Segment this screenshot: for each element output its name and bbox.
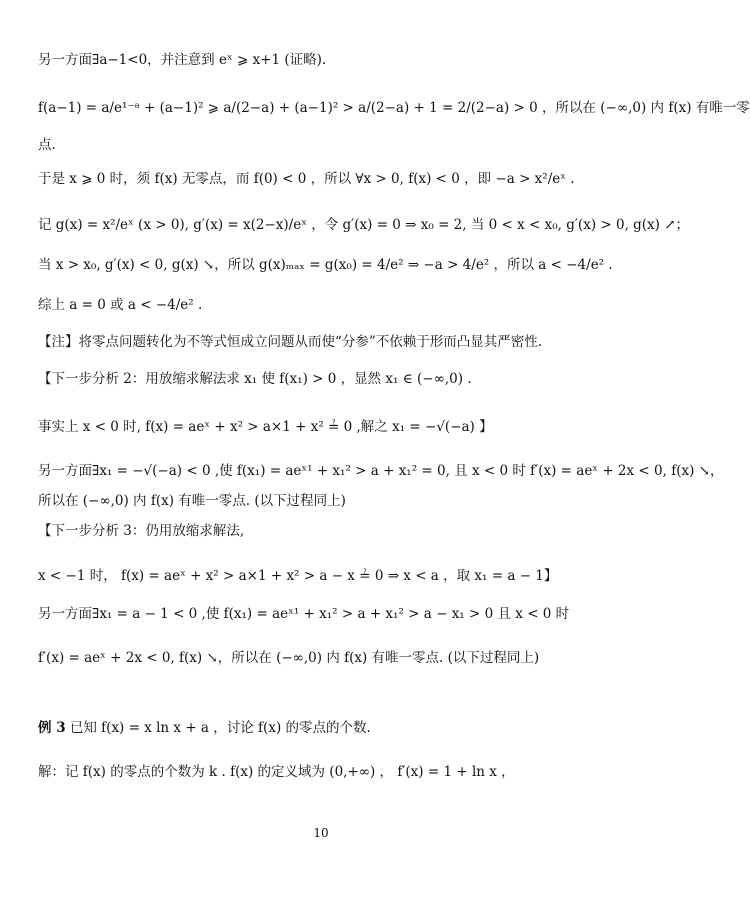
text-line: 另一方面∃x₁ = −√(−a) < 0 ,使 f(x₁) = aeˣ¹ + x₁² > a + x₁² = 0, 且 x < 0 时 f′(x) = aeˣ + 2x < 0, f(x) ↘， bbox=[38, 463, 724, 479]
example-statement bbox=[38, 719, 608, 737]
text-line: x < −1 时， f(x) = aeˣ + x² > a×1 + x² > a − x ≟ 0 ⇒ x < a ，取 x₁ = a − 1】 bbox=[38, 568, 558, 584]
text-line: 事实上 x < 0 时, f(x) = aeˣ + x² > a×1 + x² ≟ 0 ,解之 x₁ = −√(−a) 】 bbox=[38, 419, 493, 435]
text-line: 另一方面∃a−1<0，并注意到 eˣ ⩾ x+1 (证略). bbox=[38, 52, 327, 68]
text-line: 所以在 (−∞,0) 内 f(x) 有唯一零点. (以下过程同上) bbox=[38, 493, 346, 509]
example-text: 已知 f(x) = x ln x + a ，讨论 f(x) 的零点的个数. bbox=[65, 720, 371, 736]
text-line: 综上 a = 0 或 a < −4/e² . bbox=[38, 297, 203, 313]
analysis-heading: 【下一步分析 3：仍用放缩求解法, bbox=[38, 523, 245, 539]
solution-line: 解：记 f(x) 的零点的个数为 k . f(x) 的定义域为 (0,+∞) ， f′(x) = 1 + ln x ， bbox=[38, 764, 515, 780]
text-line: 于是 x ⩾ 0 时，须 f(x) 无零点，而 f(0) < 0 ，所以 ∀x > 0, f(x) < 0 ，即 −a > x²/eˣ . bbox=[38, 171, 575, 187]
example-label: 例 3 bbox=[38, 720, 66, 736]
text-line: f(a−1) = a/e¹⁻ᵃ + (a−1)² ⩾ a/(2−a) + (a−1)² > a/(2−a) + 1 = 2/(2−a) > 0 ，所以在 (−∞,0) 内 f(x) 有唯一零 bbox=[38, 100, 750, 116]
text-line: 另一方面∃x₁ = a − 1 < 0 ,使 f(x₁) = aeˣ¹ + x₁² > a + x₁² > a − x₁ > 0 且 x < 0 时 bbox=[38, 606, 570, 622]
text-line: f′(x) = aeˣ + 2x < 0, f(x) ↘，所以在 (−∞,0) 内 f(x) 有唯一零点. (以下过程同上) bbox=[38, 650, 540, 666]
analysis-heading: 【下一步分析 2：用放缩求解法求 x₁ 使 f(x₁) > 0 ，显然 x₁ ∈ (−∞,0) . bbox=[38, 371, 472, 387]
text-line: 记 g(x) = x²/eˣ (x > 0), g′(x) = x(2−x)/eˣ ，令 g′(x) = 0 ⇒ x₀ = 2, 当 0 < x < x₀, g′(x) > 0, g(x) ↗； bbox=[38, 217, 690, 233]
note-line: 【注】将零点问题转化为不等式恒成立问题从而使“分参”不依赖于形而凸显其严密性. bbox=[38, 334, 543, 350]
page-number: 10 bbox=[313, 826, 329, 840]
text-line: 点. bbox=[38, 137, 56, 153]
text-line: 当 x > x₀, g′(x) < 0, g(x) ↘，所以 g(x)ₘₐₓ = g(x₀) = 4/e² ⇒ −a > 4/e² ，所以 a < −4/e² . bbox=[38, 257, 613, 273]
